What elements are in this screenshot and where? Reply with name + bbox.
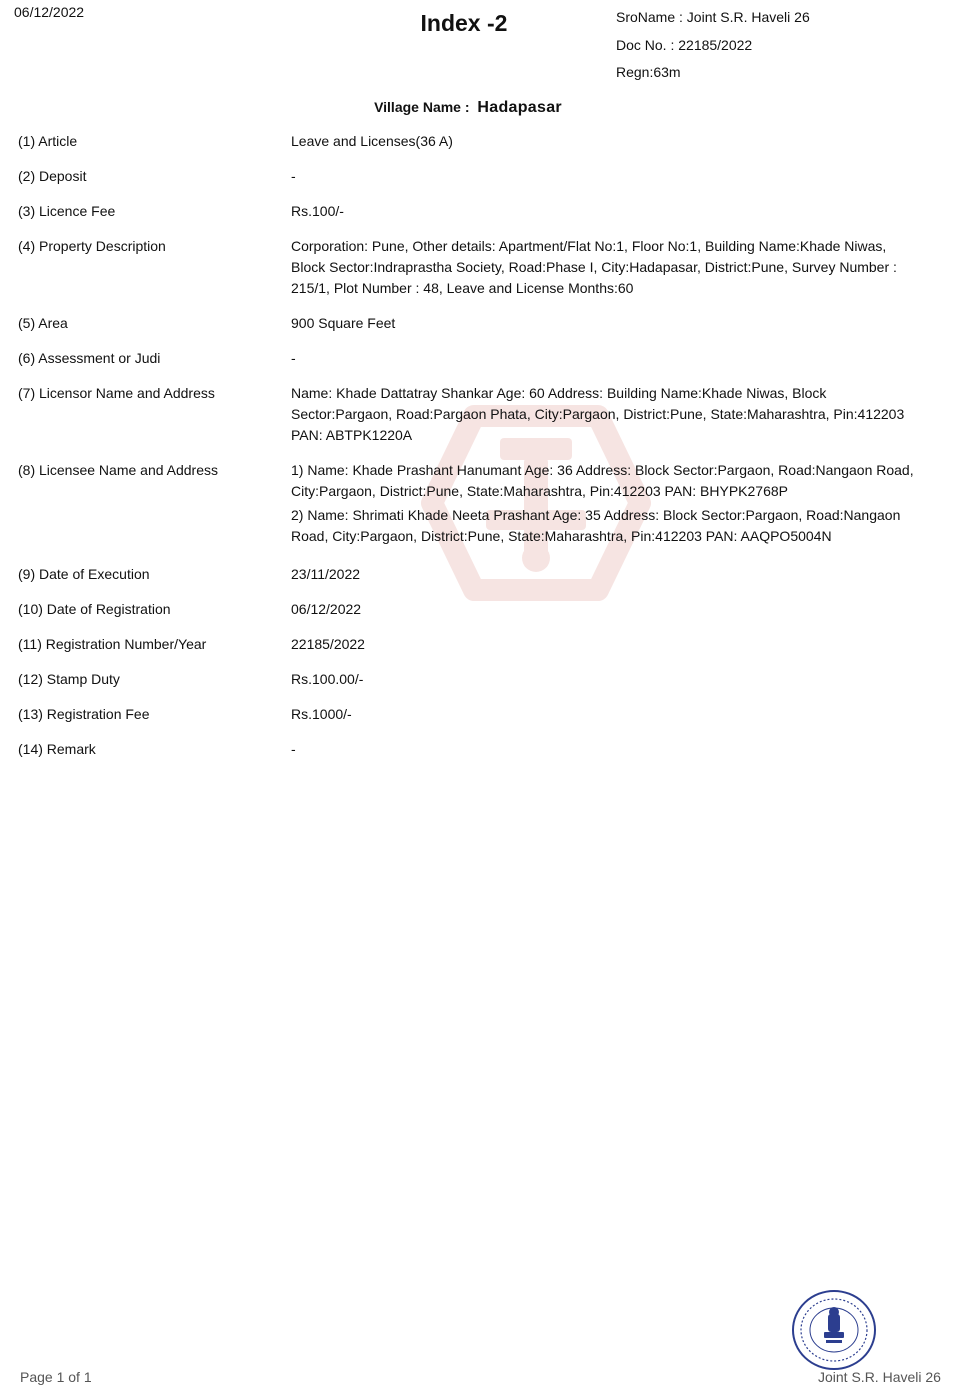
field-label: (1) Article bbox=[18, 133, 78, 149]
field-value bbox=[291, 313, 918, 334]
field-row bbox=[18, 383, 918, 460]
field-value bbox=[291, 166, 918, 187]
doc-number: Doc No. : 22185/2022 bbox=[616, 36, 753, 53]
field-row bbox=[18, 236, 918, 313]
field-value-line: 06/12/2022 bbox=[291, 601, 362, 617]
sro-name: SroName : Joint S.R. Haveli 26 bbox=[616, 9, 810, 25]
field-row bbox=[18, 166, 918, 201]
field-value bbox=[291, 634, 918, 655]
field-value-line: Rs.100/- bbox=[291, 203, 344, 219]
field-label: (10) Date of Registration bbox=[18, 601, 171, 617]
field-label: (11) Registration Number/Year bbox=[18, 636, 207, 652]
field-value bbox=[291, 236, 918, 299]
field-value-line: 22185/2022 bbox=[291, 636, 365, 652]
field-row bbox=[18, 201, 918, 236]
field-row bbox=[18, 131, 918, 166]
field-value bbox=[291, 201, 918, 222]
field-label: (9) Date of Execution bbox=[18, 566, 150, 582]
field-value-line: - bbox=[291, 741, 296, 757]
field-label: (12) Stamp Duty bbox=[18, 671, 120, 687]
official-seal-icon bbox=[790, 1288, 878, 1372]
field-row bbox=[18, 739, 918, 774]
field-row bbox=[18, 348, 918, 383]
field-label: (4) Property Description bbox=[18, 238, 166, 254]
field-value-line: Corporation: Pune, Other details: Apartment/Flat No:1, Floor No:1, Building Name:Khade Niwas, Block Sector:Indraprastha Society, Road:Phase I, City:Hadapasar, District:Pune, Survey Number : 215/1, Plot Number : 48, Leave and License Months:60 bbox=[291, 238, 897, 296]
field-value-line: Rs.1000/- bbox=[291, 706, 352, 722]
village-label: Village Name : bbox=[374, 99, 470, 115]
village-line bbox=[0, 99, 936, 117]
field-label: (5) Area bbox=[18, 315, 68, 331]
field-value-line: 2) Name: Shrimati Khade Neeta Prashant Age: 35 Address: Block Sector:Pargaon, Road:Nangaon Road, City:Pargaon, District:Pune, State:Maharashtra, Pin:412203 PAN: AAQPO5004N bbox=[291, 507, 901, 544]
field-row bbox=[18, 634, 918, 669]
header-office-block bbox=[616, 4, 810, 87]
field-value bbox=[291, 383, 918, 446]
field-value bbox=[291, 669, 918, 690]
field-label: (8) Licensee Name and Address bbox=[18, 462, 218, 478]
header-date: 06/12/2022 bbox=[14, 4, 85, 20]
field-row bbox=[18, 460, 918, 564]
field-label: (2) Deposit bbox=[18, 168, 87, 184]
registration-code: Regn:63m bbox=[616, 64, 681, 80]
footer-office: Joint S.R. Haveli 26 bbox=[818, 1369, 941, 1385]
field-value bbox=[291, 131, 918, 152]
field-label: (3) Licence Fee bbox=[18, 203, 116, 219]
field-row bbox=[18, 313, 918, 348]
document-title: Index -2 bbox=[420, 10, 508, 36]
field-value bbox=[291, 564, 918, 585]
field-value bbox=[291, 460, 918, 550]
field-label: (14) Remark bbox=[18, 741, 96, 757]
field-value-line: 900 Square Feet bbox=[291, 315, 396, 331]
field-value bbox=[291, 704, 918, 725]
field-value-line: Rs.100.00/- bbox=[291, 671, 364, 687]
field-row bbox=[18, 564, 918, 599]
field-value-line: Name: Khade Dattatray Shankar Age: 60 Address: Building Name:Khade Niwas, Block Sector:Pargaon, Road:Pargaon Phata, City:Pargaon, District:Pune, State:Maharashtra, Pin:412203 PAN: ABTPK1220A bbox=[291, 385, 905, 443]
field-value-line: - bbox=[291, 168, 296, 184]
index-fields bbox=[18, 131, 918, 774]
page-indicator: Page 1 of 1 bbox=[20, 1369, 92, 1385]
field-row bbox=[18, 704, 918, 739]
field-value-line: Leave and Licenses(36 A) bbox=[291, 133, 453, 149]
field-label: (7) Licensor Name and Address bbox=[18, 385, 215, 401]
field-value bbox=[291, 739, 918, 760]
field-row bbox=[18, 669, 918, 704]
field-row bbox=[18, 599, 918, 634]
field-value bbox=[291, 599, 918, 620]
field-label: (13) Registration Fee bbox=[18, 706, 150, 722]
field-value-line: 1) Name: Khade Prashant Hanumant Age: 36 Address: Block Sector:Pargaon, Road:Nangaon Road, City:Pargaon, District:Pune, State:Maharashtra, Pin:412203 PAN: BHYPK2768P bbox=[291, 462, 914, 499]
field-value-line: - bbox=[291, 350, 296, 366]
field-value-line: 23/11/2022 bbox=[291, 566, 361, 582]
field-value bbox=[291, 348, 918, 369]
field-label: (6) Assessment or Judi bbox=[18, 350, 161, 366]
village-name: Hadapasar bbox=[477, 99, 562, 116]
